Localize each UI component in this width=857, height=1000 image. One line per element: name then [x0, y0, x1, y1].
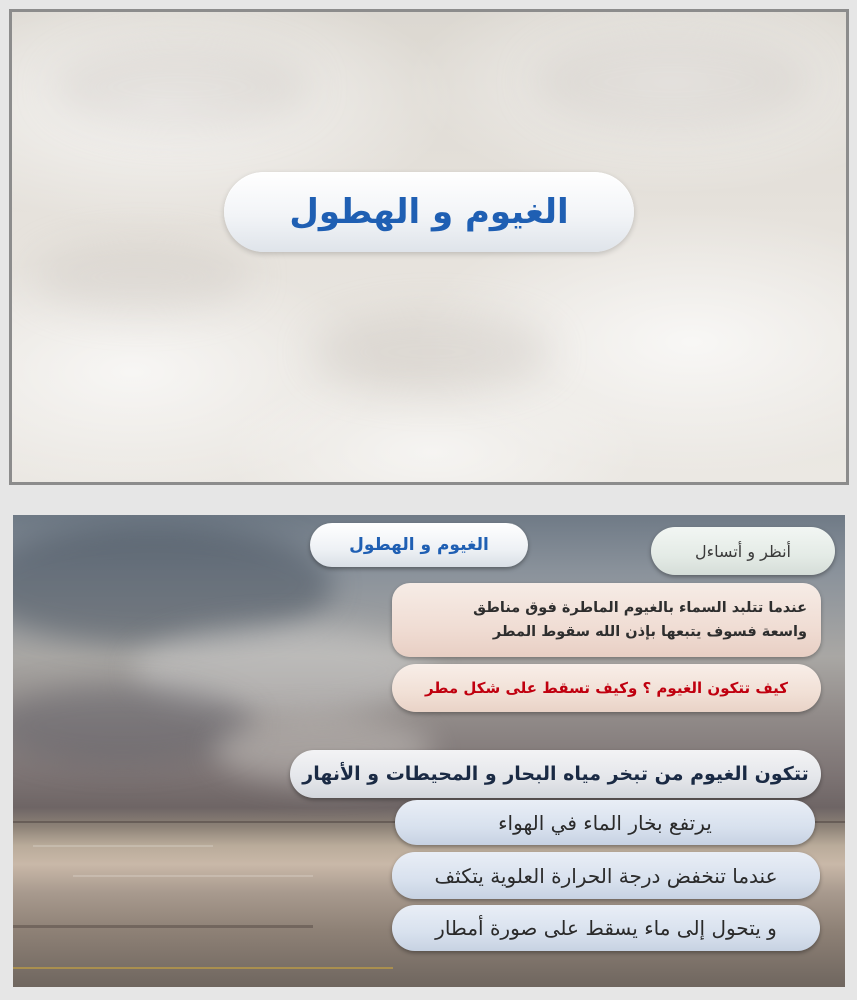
question-box: كيف تتكون الغيوم ؟ وكيف تسقط على شكل مطر — [392, 664, 821, 712]
answer-box: و يتحول إلى ماء يسقط على صورة أمطار — [392, 905, 820, 951]
road-edge — [13, 925, 313, 928]
slide-2-title: الغيوم و الهطول — [310, 523, 528, 567]
ground-mark — [73, 875, 313, 877]
intro-line: عندما تتلبد السماء بالغيوم الماطرة فوق مناطق — [473, 600, 807, 616]
slide-1-thumbnail[interactable] — [9, 9, 849, 485]
road-marking — [13, 967, 393, 969]
answer-box: يرتفع بخار الماء في الهواء — [395, 800, 815, 845]
answer-box: عندما تنخفض درجة الحرارة العلوية يتكثف — [392, 852, 820, 899]
cloud-shading — [32, 242, 252, 312]
cloud-shading — [312, 312, 552, 392]
ground-mark — [33, 845, 213, 847]
slide-1-title-box — [224, 172, 634, 252]
cloud-shading — [52, 42, 312, 132]
intro-line: واسعة فسوف يتبعها بإذن الله سقوط المطر — [492, 624, 807, 640]
cloud-shading — [532, 32, 812, 132]
answer-box: تتكون الغيوم من تبخر مياه البحار و المحيطات و الأنهار — [290, 750, 821, 798]
slide-2-thumbnail[interactable] — [13, 515, 845, 987]
slide-1-title: الغيوم و الهطول — [289, 192, 569, 232]
intro-text-box — [392, 583, 821, 657]
look-and-ask-label: أنظر و أتساءل — [651, 527, 835, 575]
